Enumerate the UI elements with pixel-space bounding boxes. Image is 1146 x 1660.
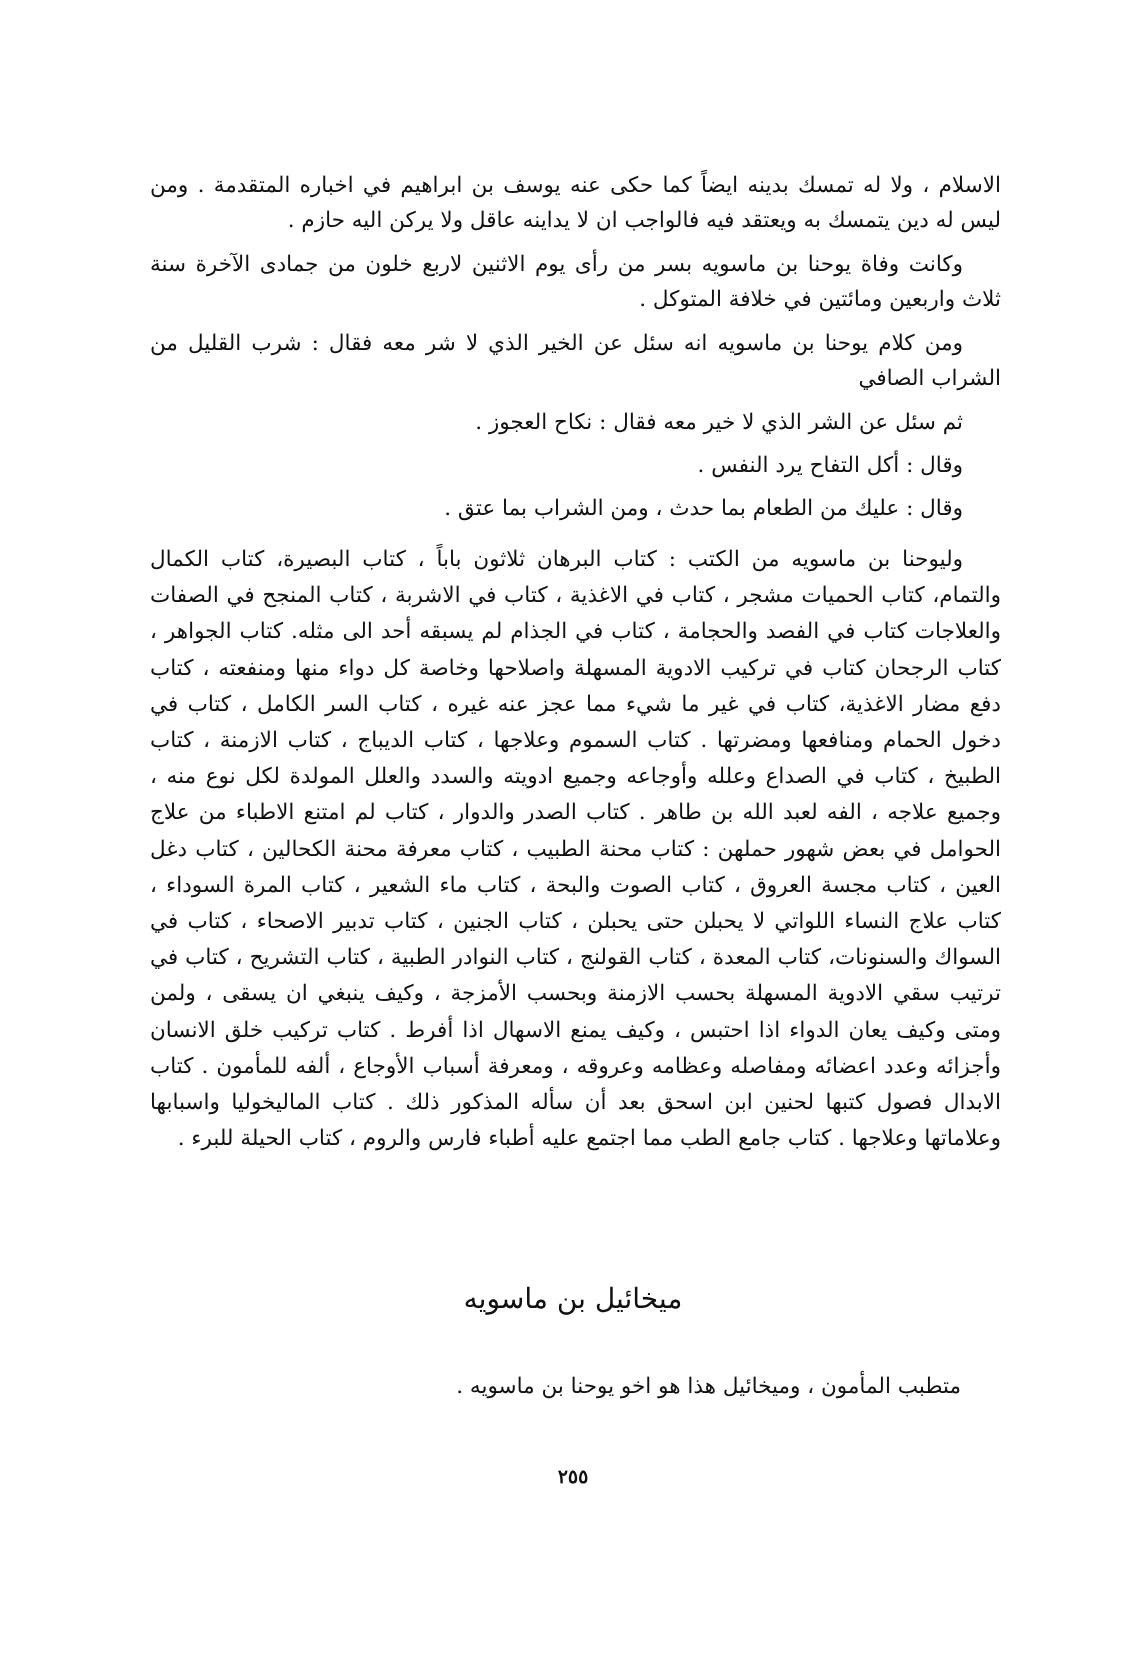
- paragraph-book-list: وليوحنا بن ماسويه من الكتب : كتاب البرهان ثلاثون باباً ، كتاب البصيرة، كتاب الكمال والتمام، كتاب الحميات مشجر ، كتاب في الاغذية ، كتاب في الاشربة ، كتاب المنجح في الصفات والعلاجات كتاب في الفصد والحجامة ، كتاب في الجذام لم يسبقه أحد الى مثله. كتاب الجواهر ، كتاب الرجحان كتاب في تركيب الادوية المسهلة واصلاحها وخاصة كل دواء منها ومنفعته ، كتاب دفع مضار الاغذية، كتاب في غير ما شيء مما عجز عنه غيره ، كتاب السر الكامل ، كتاب في دخول الحمام ومنافعها ومضرتها . كتاب السموم وعلاجها ، كتاب الديباج ، كتاب الازمنة ، كتاب الطبيخ ، كتاب في الصداع وعلله وأوجاعه وجميع ادويته والسدد والعلل المولدة لكل نوع منه ، وجميع علاجه ، الفه لعبد الله بن طاهر . كتاب الصدر والدوار ، كتاب لم امتنع الاطباء من علاج الحوامل في بعض شهور حملهن : كتاب محنة الطبيب ، كتاب معرفة محنة الكحالين ، كتاب دغل العين ، كتاب مجسة العروق ، كتاب الصوت والبحة ، كتاب ماء الشعير ، كتاب المرة السوداء ، كتاب علاج النساء اللواتي لا يحبلن حتى يحبلن ، كتاب الجنين ، كتاب تدبير الاصحاء ، كتاب في السواك والسنونات، كتاب المعدة ، كتاب القولنج ، كتاب النوادر الطبية ، كتاب التشريح ، كتاب في ترتيب سقي الادوية المسهلة بحسب الازمنة وبحسب الأمزجة ، وكيف ينبغي ان يسقى ، ولمن ومتى وكيف يعان الدواء اذا احتبس ، وكيف يمنع الاسهال اذا أفرط . كتاب تركيب خلق الانسان وأجزائه وعدد اعضائه ومفاصله وعظامه وعروقه ، ومعرفة أسباب الأوجاع ، ألفه للمأمون . كتاب الابدال فصول كتبها لحنين ابن اسحق بعد أن سأله المذكور ذلك . كتاب الماليخوليا واسبابها وعلاماتها وعلاجها . كتاب جامع الطب مما اجتمع عليه أطباء فارس والروم ، كتاب الحيلة للبرء .: [150, 547, 1001, 1152]
- quote-saying-1: ثم سئل عن الشر الذي لا خير معه فقال : نكاح العجوز .: [475, 410, 963, 435]
- quote-saying-2: وقال : أكل التفاح يرد النفس .: [697, 453, 963, 478]
- section-intro: متطبب المأمون ، وميخائيل هذا هو اخو يوحنا بن ماسويه .: [456, 1374, 961, 1399]
- main-text-block: [150, 168, 1001, 1157]
- paragraph-islam-religion: الاسلام ، ولا له تمسك بدينه ايضاً كما حكى عنه يوسف بن ابراهيم في اخباره المتقدمة . ومن ليس له دين يتمسك به ويعتقد فيه فالواجب ان لا يداينه عاقل ولا يركن اليه حازم .: [150, 173, 1001, 233]
- quote-saying-3: وقال : عليك من الطعام بما حدث ، ومن الشراب بما عتق .: [444, 496, 963, 521]
- paragraph-death-date: وكانت وفاة يوحنا بن ماسويه بسر من رأى يوم الاثنين لاربع خلون من جمادى الآخرة سنة ثلاث واربعين ومائتين في خلافة المتوكل .: [150, 252, 1001, 312]
- paragraph-sayings-intro: ومن كلام يوحنا بن ماسويه انه سئل عن الخير الذي لا شر معه فقال : شرب القليل من الشراب الصافي: [150, 331, 1001, 391]
- page-number: ٢٥٥: [557, 1466, 589, 1488]
- section-heading: ميخائيل بن ماسويه: [463, 1282, 683, 1315]
